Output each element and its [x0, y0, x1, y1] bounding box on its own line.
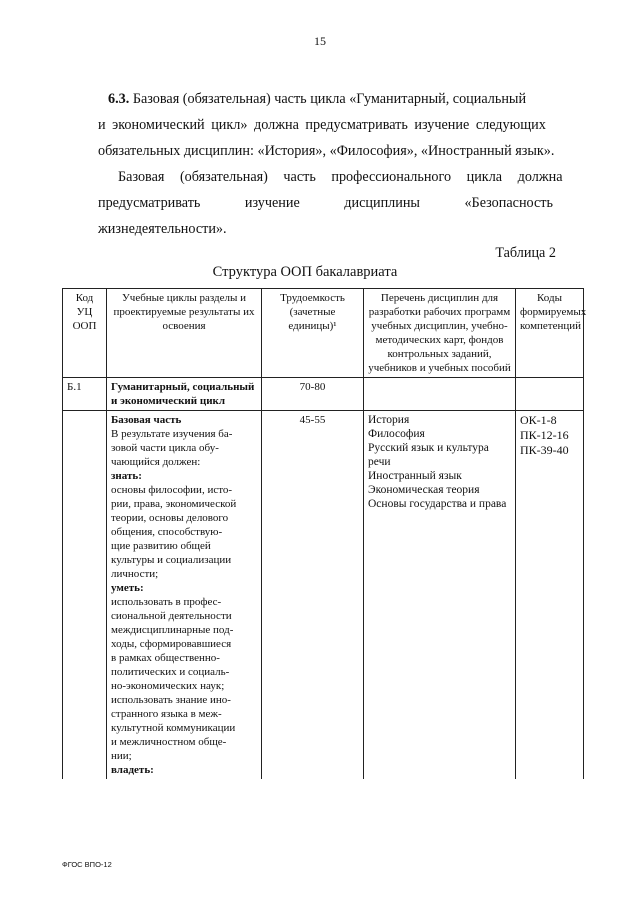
- row2-line: основы философии, исто-: [111, 484, 233, 496]
- row1-credits: 70-80: [262, 378, 364, 411]
- para2-word-3: дисциплины: [344, 195, 420, 211]
- row2-heading-know: знать:: [111, 470, 142, 482]
- row2-line: в рамках общественно-: [111, 652, 220, 664]
- row2-line: зовой части цикла обу-: [111, 442, 219, 454]
- row2-line: рии, права, экономической: [111, 498, 237, 510]
- competency-code: ПК-39-40: [520, 443, 569, 457]
- discipline-item: Философия: [368, 428, 425, 440]
- table-label: Таблица 2: [495, 245, 556, 261]
- para2-word-1: предусматривать: [98, 195, 201, 211]
- discipline-item: История: [368, 414, 410, 426]
- row1-cycle: [107, 378, 262, 411]
- discipline-item: Русский язык и культура речи: [368, 442, 489, 468]
- para1-line1-text: [98, 86, 526, 112]
- row2-line: ходы, сформировавшиеся: [111, 638, 232, 650]
- row2-line: использовать в профес-: [111, 596, 222, 608]
- row1-disciplines: [364, 378, 516, 411]
- row2-line: В результате изучения ба-: [111, 428, 233, 440]
- header-competencies: Коды формируемых компетенций: [516, 289, 584, 378]
- para2-line3: жизнедеятельности».: [98, 221, 227, 237]
- paragraph-6-3: [98, 86, 553, 164]
- row1-code: Б.1: [63, 378, 107, 411]
- paragraph-safety: [98, 164, 563, 242]
- row2-heading-own: владеть:: [111, 764, 154, 776]
- table-row: [63, 378, 584, 411]
- para2-line1: Базовая (обязательная) часть профессионального цикла должна: [118, 169, 563, 185]
- row2-line: культутной коммуникации: [111, 722, 236, 734]
- discipline-item: Основы государства и права: [368, 498, 507, 510]
- row2-competencies: [516, 411, 584, 780]
- row2-line: щие развитию общей: [111, 540, 211, 552]
- page-number: 15: [314, 34, 326, 48]
- para1-line1-rest: Базовая (обязательная) часть цикла «Гуманитарный, социальный: [129, 91, 527, 107]
- discipline-item: Экономическая теория: [368, 484, 480, 496]
- row2-heading-can: уметь:: [111, 582, 144, 594]
- footer-standard: ФГОС ВПО-12: [62, 860, 112, 869]
- row1-cycle-title: Гуманитарный, социальный и экономический цикл: [111, 381, 255, 407]
- row2-line: чающийся должен:: [111, 456, 201, 468]
- header-code: Код УЦ ООП: [63, 289, 107, 378]
- header-cycles: Учебные циклы разделы и проектируемые результаты их освоения: [107, 289, 262, 378]
- para1-line3: обязательных дисциплин: «История», «Философия», «Иностранный язык».: [98, 143, 555, 159]
- header-disciplines: Перечень дисциплин для разработки рабочих программ учебных дисциплин, учебно-методических карт, фондов контрольных заданий, учебников и учебных пособий: [364, 289, 516, 378]
- row2-line: культуры и социализации: [111, 554, 232, 566]
- table-header-row: [63, 289, 584, 378]
- row2-code: [63, 411, 107, 780]
- row2-line: использовать знание ино-: [111, 694, 231, 706]
- section-number: 6.3.: [108, 91, 130, 107]
- structure-table: [62, 288, 587, 779]
- table-caption: Структура ООП бакалавриата: [212, 264, 398, 280]
- para1-line1: [98, 86, 553, 112]
- row2-line: нии;: [111, 750, 132, 762]
- row2-credits: 45-55: [262, 411, 364, 780]
- row2-title: Базовая часть: [111, 414, 182, 426]
- para2-line2: [98, 190, 553, 216]
- row2-line: сиональной деятельности: [111, 610, 232, 622]
- header-credits: Трудоемкость (зачетные единицы)¹: [262, 289, 364, 378]
- row2-disciplines: [364, 411, 516, 780]
- para1-line2: и экономический цикл» должна предусматривать изучение следующих: [98, 117, 546, 133]
- row2-line: но-экономических наук;: [111, 680, 225, 692]
- competency-code: ПК-12-16: [520, 428, 569, 442]
- row2-line: политических и социаль-: [111, 666, 230, 678]
- row2-line: междисциплинарные под-: [111, 624, 234, 636]
- row1-competencies: [516, 378, 584, 411]
- row2-line: странного языка в меж-: [111, 708, 222, 720]
- row2-line: и межличностном обще-: [111, 736, 227, 748]
- row2-line: общения, способствую-: [111, 526, 223, 538]
- competency-code: ОК-1-8: [520, 413, 557, 427]
- row2-content: [107, 411, 262, 780]
- row2-line: личности;: [111, 568, 159, 580]
- row2-line: теории, основы делового: [111, 512, 229, 524]
- table-row: [63, 411, 584, 780]
- discipline-item: Иностранный язык: [368, 470, 462, 482]
- para2-word-2: изучение: [244, 195, 300, 211]
- para2-word-4: «Безопасность: [464, 195, 553, 211]
